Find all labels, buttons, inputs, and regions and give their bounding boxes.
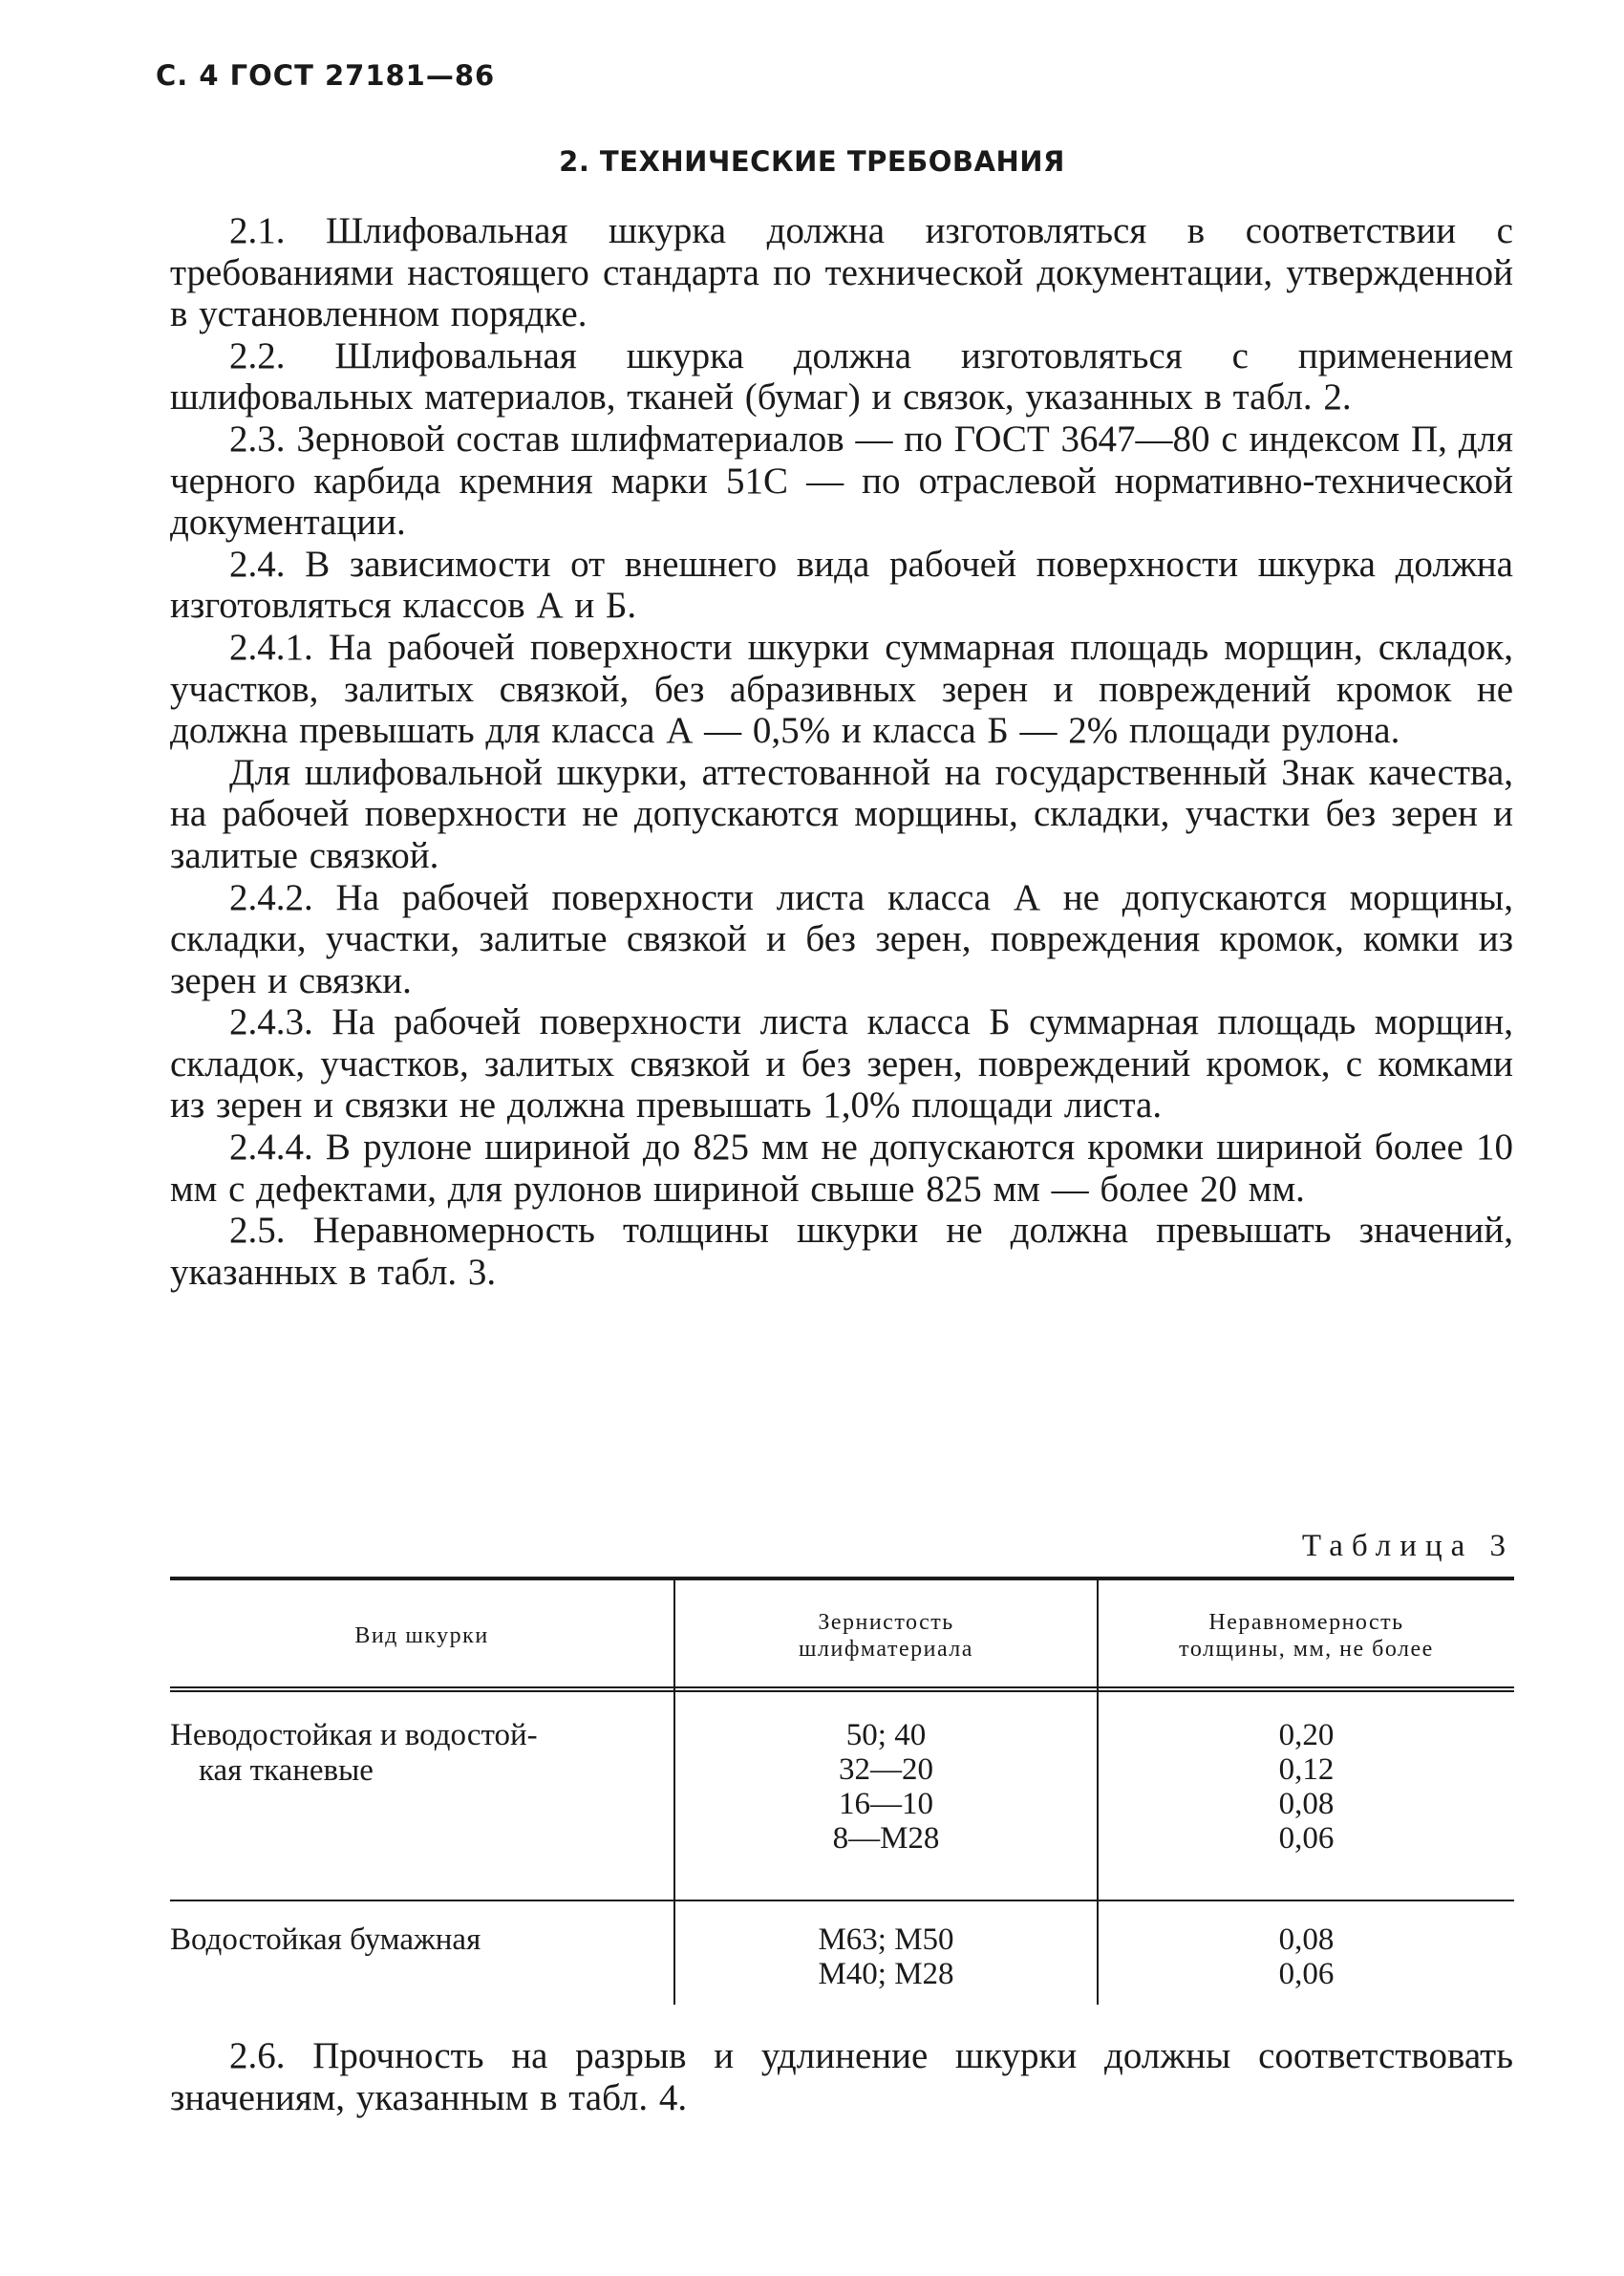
unevenness-value: 0,20	[1278, 1718, 1335, 1752]
table-3	[170, 1577, 1514, 2005]
unevenness-value: 0,08	[1278, 1787, 1335, 1821]
column-header-unevenness	[1099, 1590, 1514, 1682]
paragraph-2-4-3: 2.4.3. На рабочей поверхности листа класса Б суммарная площадь морщин, складок, участков, залитых связкой и без зерен, повреждений кромок, с комками из зерен и связки не должна превышать 1,0% площади листа.	[170, 1001, 1513, 1127]
grain-value: 8—М28	[832, 1821, 940, 1856]
table-cell-type	[170, 1922, 648, 1958]
table-cell-unevenness	[1099, 1718, 1514, 1856]
column-header-type	[170, 1590, 673, 1682]
table-caption: Таблица 3	[1301, 1529, 1514, 1563]
grain-value: 32—20	[839, 1752, 933, 1787]
column-header-unevenness-line1: Неравномерность	[1208, 1610, 1404, 1635]
column-header-unevenness-line2: толщины, мм, не более	[1179, 1637, 1434, 1662]
table-cell-type-line1: Водостойкая бумажная	[170, 1922, 481, 1957]
table-cell-type-line2: кая тканевые	[199, 1753, 374, 1788]
paragraph-2-5: 2.5. Неравномерность толщины шкурки не должна превышать значений, указанных в табл. 3.	[170, 1210, 1513, 1293]
paragraph-2-2: 2.2. Шлифовальная шкурка должна изготовляться с применением шлифовальных материалов, тканей (бумаг) и связок, указанных в табл. 2.	[170, 334, 1513, 419]
unevenness-value: 0,06	[1278, 1821, 1335, 1856]
table-cell-type-line1: Неводостойкая и водостой-	[170, 1718, 538, 1752]
unevenness-value: 0,08	[1278, 1922, 1335, 1957]
table-top-rule	[170, 1577, 1514, 1580]
paragraph-quality-mark: Для шлифовальной шкурки, аттестованной на государственный Знак качества, на рабочей поверхности не допускаются морщины, складки, участки без зерен и залитые связкой.	[170, 751, 1513, 876]
grain-value: 16—10	[839, 1787, 933, 1821]
column-header-type-label: Вид шкурки	[354, 1623, 489, 1648]
section-title: 2. ТЕХНИЧЕСКИЕ ТРЕБОВАНИЯ	[559, 145, 1065, 178]
body-text	[170, 210, 1513, 1293]
table-cell-unevenness	[1099, 1922, 1514, 1991]
page-header: С. 4 ГОСТ 27181—86	[156, 59, 496, 92]
table-row-rule	[170, 1900, 1514, 1901]
paragraph-2-3: 2.3. Зерновой состав шлифматериалов — по ГОСТ 3647—80 с индексом П, для черного карбида кремния марки 51С — по отраслевой нормативно-технической документации.	[170, 418, 1513, 544]
paragraph-2-1: 2.1. Шлифовальная шкурка должна изготовляться в соответствии с требованиями настоящего стандарта по технической документации, утвержденной в установленном порядке.	[170, 210, 1513, 335]
paragraph-2-4-1: 2.4.1. На рабочей поверхности шкурки суммарная площадь морщин, складок, участков, залитых связкой, без абразивных зерен и повреждений кромок не должна превышать для класса А — 0,5% и класса Б — 2% площади рулона.	[170, 626, 1513, 752]
table-header-rule	[170, 1686, 1514, 1692]
table-cell-grains	[675, 1718, 1097, 1856]
column-header-grain-line1: Зернистость	[818, 1610, 954, 1635]
paragraph-2-6: 2.6. Прочность на разрыв и удлинение шкурки должны соответствовать значениям, указанным в табл. 4.	[170, 2035, 1513, 2118]
paragraph-2-4-2: 2.4.2. На рабочей поверхности листа класса А не допускаются морщины, складки, участки, залитые связкой и без зерен, повреждения кромок, комки из зерен и связки.	[170, 876, 1513, 1001]
grain-value: 50; 40	[845, 1718, 927, 1752]
after-table-text	[170, 2035, 1513, 2118]
grain-value: М63; М50	[818, 1922, 954, 1957]
column-header-grain	[675, 1590, 1097, 1682]
unevenness-value: 0,06	[1278, 1957, 1335, 1991]
paragraph-2-4: 2.4. В зависимости от внешнего вида рабочей поверхности шкурка должна изготовляться классов А и Б.	[170, 543, 1513, 627]
unevenness-value: 0,12	[1278, 1752, 1335, 1787]
paragraph-2-4-4: 2.4.4. В рулоне шириной до 825 мм не допускаются кромки шириной более 10 мм с дефектами, для рулонов шириной свыше 825 мм — более 20 мм.	[170, 1127, 1513, 1210]
table-cell-type	[170, 1718, 648, 1789]
column-header-grain-line2: шлифматериала	[799, 1637, 973, 1662]
table-cell-grains	[675, 1922, 1097, 1991]
grain-value: М40; М28	[818, 1957, 954, 1991]
